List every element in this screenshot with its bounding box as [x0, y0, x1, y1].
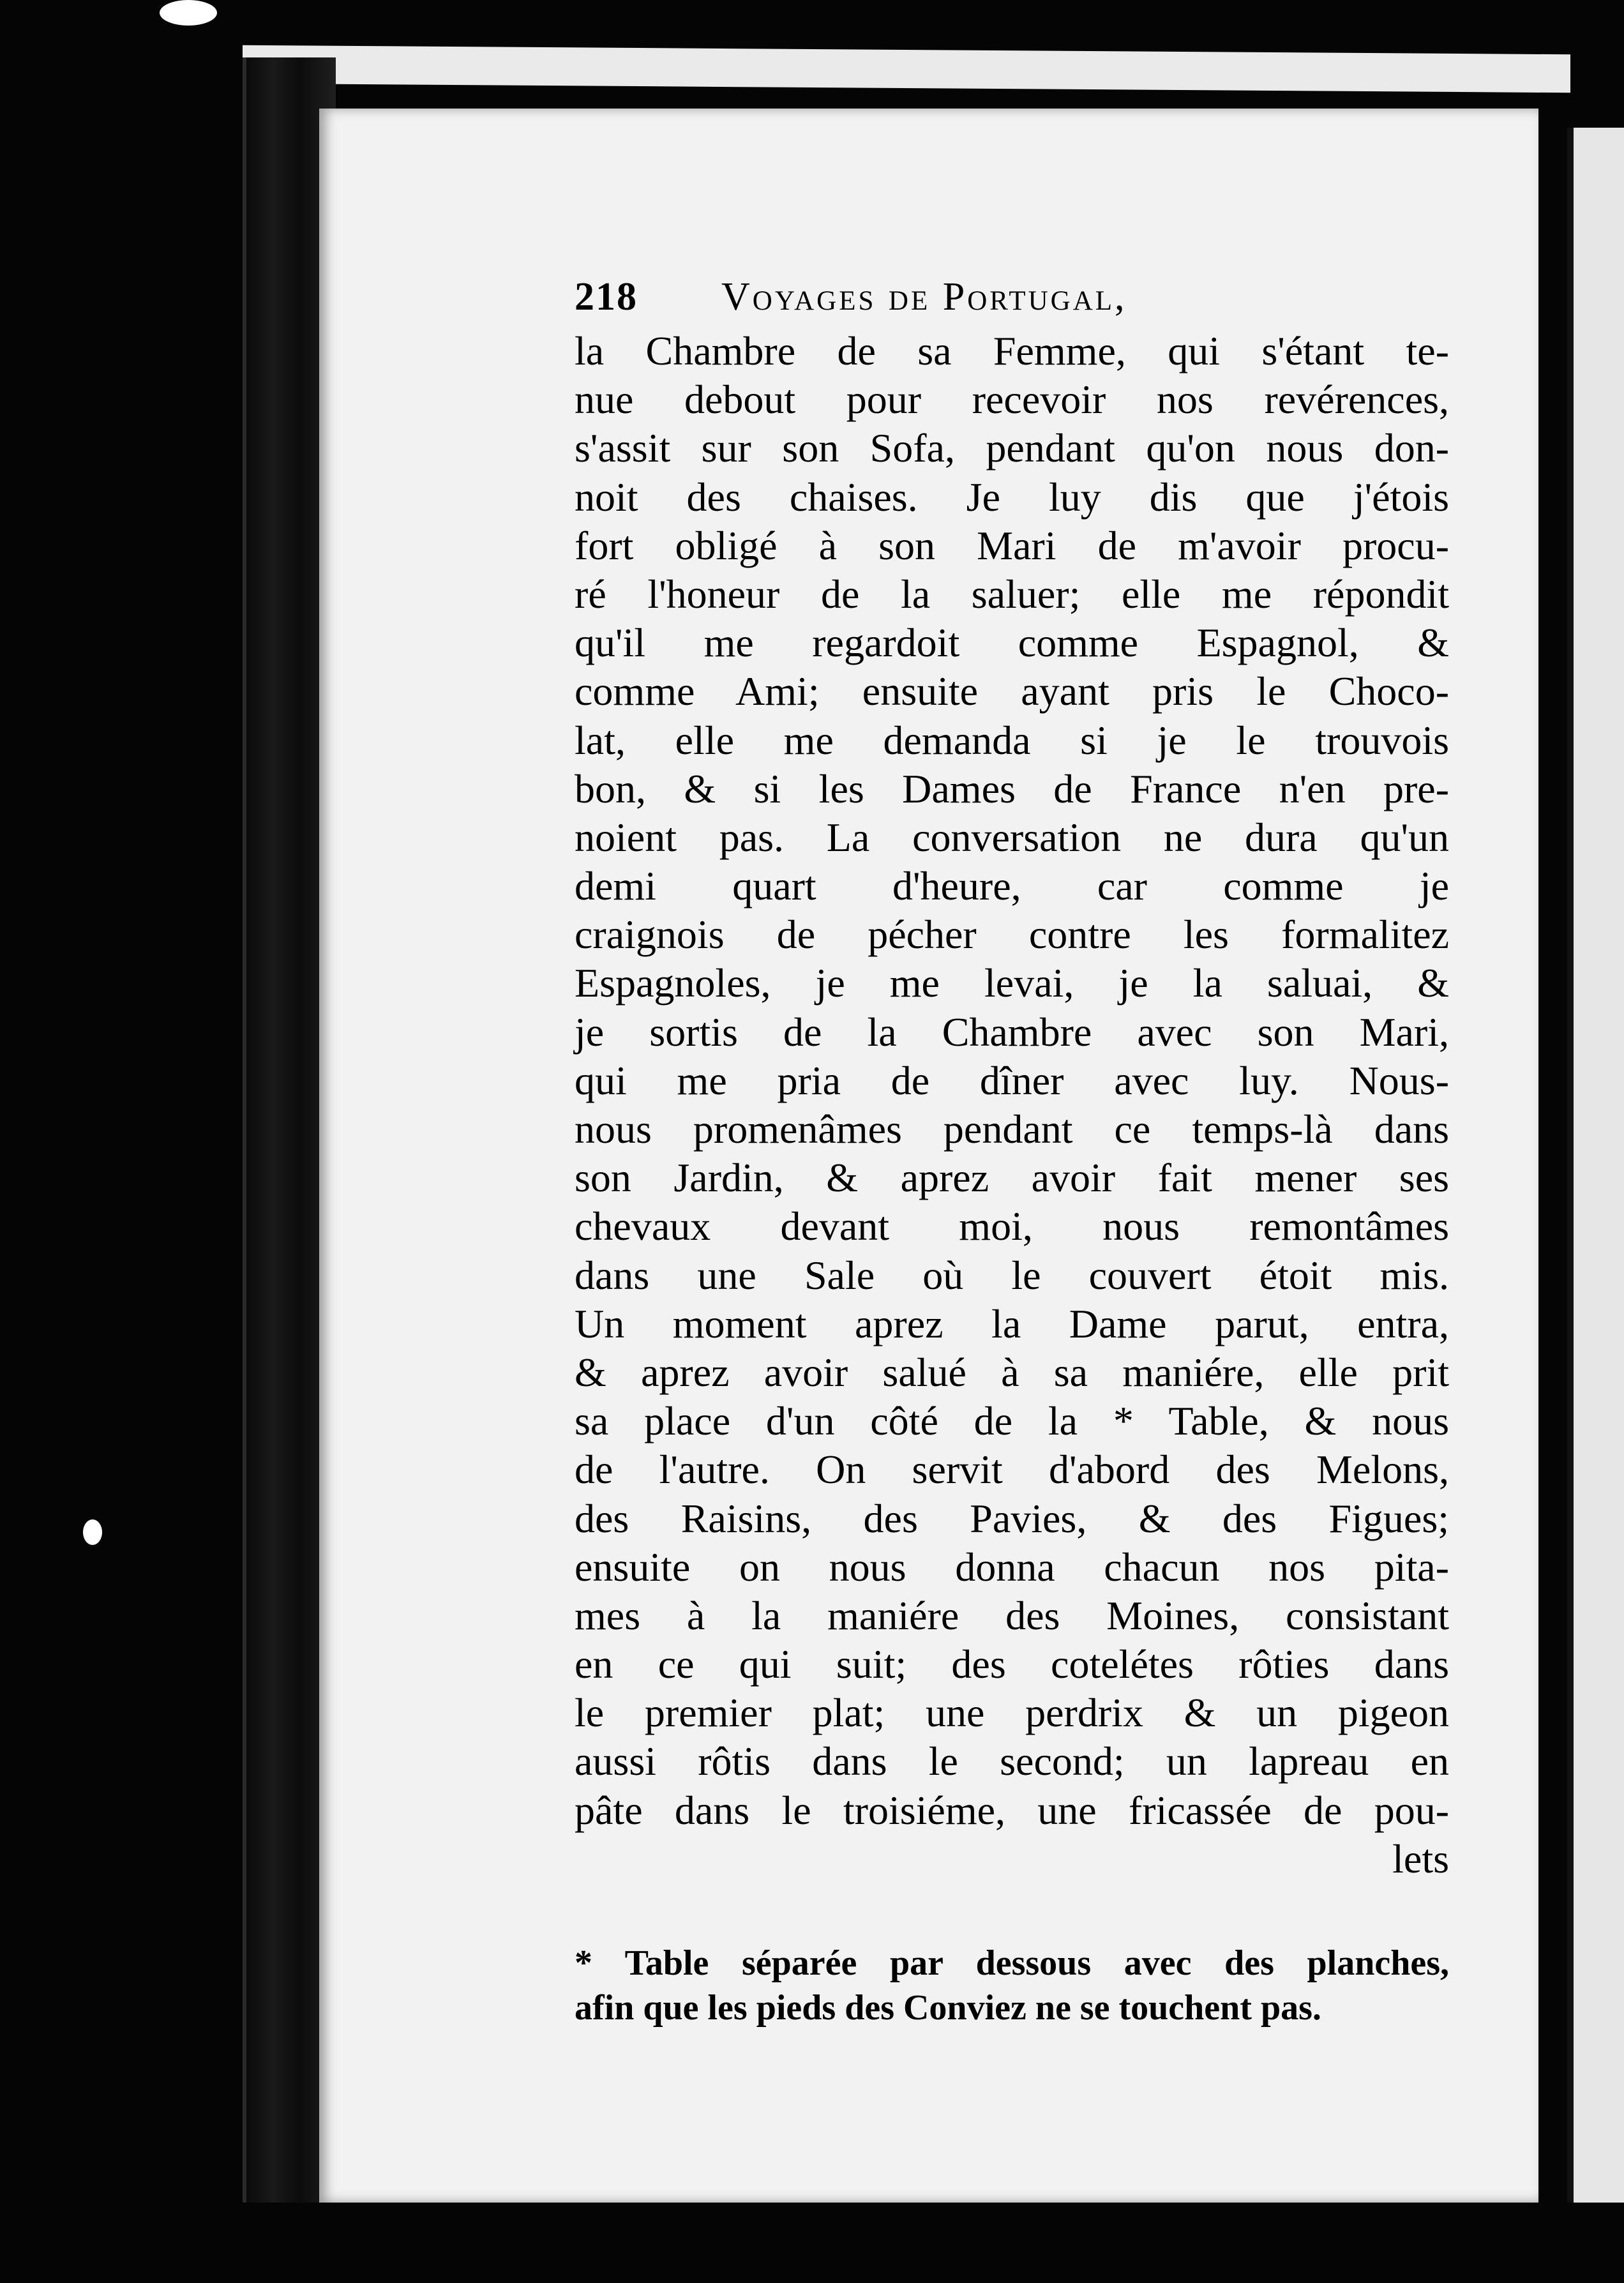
paper-speck [83, 1519, 102, 1545]
text-line: Un moment aprez la Dame parut, entra, [575, 1300, 1449, 1346]
text-line: fort obligé à son Mari de m'avoir procu- [575, 522, 1449, 568]
footnote-line: * Table séparée par dessous avec des planches, [575, 1943, 1449, 1983]
text-line: noit des chaises. Je luy dis que j'étois [575, 474, 1449, 520]
running-title: Voyages de Portugal, [721, 275, 1127, 319]
text-line: chevaux devant moi, nous remontâmes [575, 1203, 1449, 1249]
text-line: pâte dans le troisiéme, une fricassée de pou- [575, 1787, 1449, 1833]
running-head [575, 275, 1449, 327]
text-line: qui me pria de dîner avec luy. Nous- [575, 1057, 1449, 1103]
text-line: nue debout pour recevoir nos revérences, [575, 377, 1449, 423]
text-line: Espagnoles, je me levai, je la saluai, & [575, 960, 1449, 1006]
facing-page-edge [1567, 128, 1624, 2203]
body-text [575, 327, 1449, 1883]
text-line: ré l'honeur de la saluer; elle me répondit [575, 571, 1449, 617]
text-line: craignois de pécher contre les formalitez [575, 912, 1449, 958]
text-line: lets [1392, 1835, 1449, 1881]
text-line: je sortis de la Chambre avec son Mari, [575, 1009, 1449, 1055]
footnote [575, 1941, 1449, 2030]
text-line: des Raisins, des Pavies, & des Figues; [575, 1495, 1449, 1541]
text-line: mes à la maniére des Moines, consistant [575, 1592, 1449, 1638]
text-line: noient pas. La conversation ne dura qu'un [575, 814, 1449, 860]
text-line: en ce qui suit; des cotelétes rôties dans [575, 1641, 1449, 1687]
text-line: s'assit sur son Sofa, pendant qu'on nous don- [575, 425, 1449, 471]
text-line: nous promenâmes pendant ce temps-là dans [575, 1106, 1449, 1152]
text-line: sa place d'un côté de la * Table, & nous [575, 1398, 1449, 1444]
text-line: dans une Sale où le couvert étoit mis. [575, 1252, 1449, 1298]
footnote-line: afin que les pieds des Conviez ne se touchent pas. [575, 1988, 1321, 2028]
book-top-edge [243, 45, 1570, 93]
text-line: & aprez avoir salué à sa maniére, elle prit [575, 1349, 1449, 1395]
text-line: aussi rôtis dans le second; un lapreau en [575, 1738, 1449, 1784]
text-line: lat, elle me demanda si je le trouvois [575, 717, 1449, 763]
text-line: de l'autre. On servit d'abord des Melons, [575, 1447, 1449, 1493]
text-line: comme Ami; ensuite ayant pris le Choco- [575, 668, 1449, 714]
text-line: le premier plat; une perdrix & un pigeon [575, 1690, 1449, 1736]
text-line: bon, & si les Dames de France n'en pre- [575, 765, 1449, 811]
text-line: son Jardin, & aprez avoir fait mener ses [575, 1155, 1449, 1201]
page-number: 218 [575, 275, 638, 319]
page-text [575, 275, 1449, 1883]
paper-speck [160, 0, 217, 26]
text-line: la Chambre de sa Femme, qui s'étant te- [575, 328, 1449, 373]
text-line: demi quart d'heure, car comme je [575, 863, 1449, 909]
text-line: qu'il me regardoit comme Espagnol, & [575, 620, 1449, 666]
text-line: ensuite on nous donna chacun nos pita- [575, 1544, 1449, 1590]
